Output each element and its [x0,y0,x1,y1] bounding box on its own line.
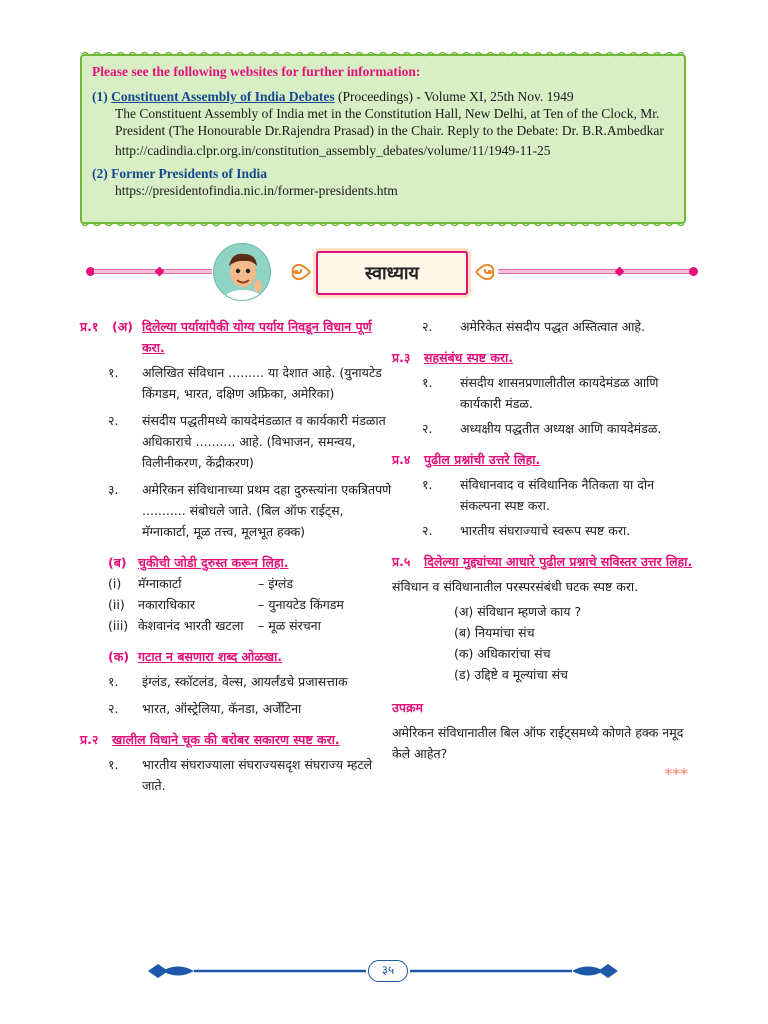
section-title-box [316,251,468,295]
question-1c-heading [80,646,392,667]
item-text: अध्यक्षीय पद्धतीत अध्यक्ष आणि कायदेमंडळ. [460,421,662,436]
page-number: ३५ [368,960,408,982]
question-1-heading [80,316,392,358]
pair-left: मॅग्नाकार्टा [138,576,182,591]
info-item-1-title: Constituent Assembly of India Debates [111,89,335,104]
question-4-instruction: पुढील प्रश्नांची उत्तरे लिहा. [424,452,541,467]
item-number: ३. [108,482,119,497]
option-item: (ड) उद्दिष्टे व मूल्यांचा संच [454,667,568,682]
item-number: २. [108,701,119,716]
pair-number: (ii) [108,597,125,612]
item-text: संसदीय पद्धतीमध्ये कायदेमंडळात व कार्यकारी मंडळात अधिकाराचे .......... आहे. (विभाजन, समन्वय, विलीनीकरण, केंद्रीकरण) [142,413,386,470]
question-2-number: प्र.२ [80,732,99,747]
info-item-2-title: (2) Former Presidents of India [92,166,267,181]
question-3-heading [392,347,698,368]
question-1-number: प्र.१ [80,319,99,334]
item-text: अलिखित संविधान ......... या देशात आहे. (युनायटेड किंगडम, भारत, दक्षिण अफ्रिका, अमेरिका) [142,365,382,401]
item-number: २. [108,413,119,428]
question-1c-item-1 [80,671,392,692]
question-5-number: प्र.५ [392,554,411,569]
question-1a-instruction: दिलेल्या पर्यायांपैकी योग्य पर्याय निवडून विधान पूर्ण करा. [142,319,372,355]
item-text: संविधानवाद व संविधानिक नैतिकता या दोन संकल्पना स्पष्ट करा. [460,477,655,513]
section-title: स्वाध्याय [365,263,419,284]
question-1b-label: (ब) [108,555,127,570]
question-4-number: प्र.४ [392,452,411,467]
item-number: १. [422,375,433,390]
question-3-number: प्र.३ [392,350,411,365]
info-item-1-number: (1) [92,89,108,104]
question-1a-item-3 [80,479,392,542]
question-5-heading [392,551,698,572]
pairs-list [80,573,392,636]
question-2-item-2 [392,316,698,337]
info-item-1 [92,88,674,159]
item-number: १. [108,365,119,380]
option-item: (ब) नियमांचा संच [454,625,535,640]
item-number: २. [422,421,433,436]
question-1c-label: (क) [108,649,130,664]
info-heading: Please see the following websites for further information: [92,64,421,79]
pair-row [108,615,392,636]
question-5-options [392,601,698,685]
item-number: २. [422,319,433,334]
info-item-2-link[interactable]: https://presidentofindia.nic.in/former-presidents.htm [115,183,398,198]
question-1a-label: (अ) [112,319,133,334]
item-number: १. [422,477,433,492]
pair-left: नकाराधिकार [138,597,196,612]
left-column [80,316,392,796]
pair-right: – इंग्लंड [258,576,294,591]
info-item-2 [92,165,674,199]
option-item: (क) अधिकारांचा संच [454,646,551,661]
item-text: इंग्लंड, स्कॉटलंड, वेल्स, आयर्लंडचे प्रजासत्ताक [142,674,348,689]
question-4-item-2 [392,520,698,541]
question-2-instruction: खालील विधाने चूक की बरोबर सकारण स्पष्ट करा. [112,732,340,747]
pair-row [108,594,392,615]
band-line-right [498,269,690,274]
item-text: अमेरिकेत संसदीय पद्धत अस्तित्वात आहे. [460,319,646,334]
item-number: १. [108,674,119,689]
wavy-border-top [82,51,684,57]
question-1b-heading [80,552,392,573]
student-avatar-illustration [213,243,271,301]
band-dot-right [689,267,698,276]
wavy-border-bottom [82,221,684,227]
swirl-ornament-left [290,257,312,287]
question-1a-item-1 [80,362,392,404]
swirl-ornament-right [474,257,496,287]
item-text: अमेरिकन संविधानाच्या प्रथम दहा दुरुस्त्यांना एकत्रितपणे ........... संबोधले जाते. (बिल ऑफ राईट्स, मॅग्नाकार्टा, मूळ तत्त्व, मूलभूत हक्क) [142,482,392,539]
item-text: भारतीय संघराज्याला संघराज्यसदृश संघराज्य म्हटले जाते. [142,757,373,793]
pair-left: केशवानंद भारती खटला [138,618,244,633]
item-number: २. [422,523,433,538]
right-column [392,316,698,785]
item-text: संसदीय शासनप्रणालीतील कायदेमंडळ आणि कार्यकारी मंडळ. [460,375,659,411]
question-5-instruction: दिलेल्या मुद्द्यांच्या आधारे पुढील प्रश्नाचे सविस्तर उत्तर लिहा. [424,554,693,569]
question-4-heading [392,449,698,470]
question-1a-item-2 [80,410,392,473]
question-1c-instruction: गटात न बसणारा शब्द ओळखा. [138,649,283,664]
pair-row [108,573,392,594]
question-2-item-1 [80,754,392,796]
info-item-1-title-rest: (Proceedings) - Volume XI, 25th Nov. 1949 [334,89,574,104]
question-5-body: संविधान व संविधानातील परस्परसंबंधी घटक स्पष्ट करा. [392,579,639,594]
question-3-instruction: सहसंबंध स्पष्ट करा. [424,350,514,365]
page-footer [148,958,618,984]
question-1b-instruction: चुकीची जोडी दुरुस्त करून लिहा. [138,555,289,570]
band-line-left [94,269,212,274]
question-2-heading [80,729,392,750]
item-text: भारतीय संघराज्याचे स्वरूप स्पष्ट करा. [460,523,631,538]
pair-right: – युनायटेड किंगडम [258,597,344,612]
question-4-item-1 [392,474,698,516]
question-3-item-2 [392,418,698,439]
pair-number: (iii) [108,618,129,633]
end-stars: *** [664,765,688,783]
question-1c-item-2 [80,698,392,719]
activity-heading: उपक्रम [392,700,424,715]
pair-number: (i) [108,576,122,591]
section-header-band [86,238,698,304]
item-number: १. [108,757,119,772]
info-item-1-link[interactable]: http://cadindia.clpr.org.in/constitution_assembly_debates/volume/11/1949-11-25 [115,143,551,158]
info-item-1-description: The Constituent Assembly of India met in the Constitution Hall, New Delhi, at Ten of the Clock, Mr. President (The Honourable Dr.Rajendra Prasad) in the Chair. Reply to the Debate: Dr. B.R.Ambedkar [115,106,664,138]
question-3-item-1 [392,372,698,414]
activity-text: अमेरिकन संविधानातील बिल ऑफ राईट्समध्ये कोणते हक्क नमूद केले आहेत? [392,725,684,761]
option-item: (अ) संविधान म्हणजे काय ? [454,604,582,619]
pair-right: – मूळ संरचना [258,618,321,633]
item-text: भारत, ऑस्ट्रेलिया, कॅनडा, अर्जेंटिना [142,701,302,716]
info-box [80,54,686,224]
